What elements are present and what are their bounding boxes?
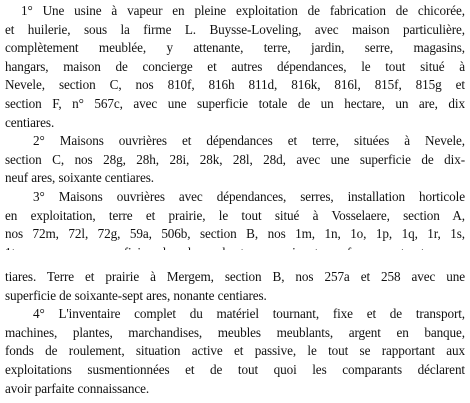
document-top-block (5, 2, 465, 262)
text-line: en exploitation, terre et prairie, le tout situé à Vosselaere, section A, (5, 207, 465, 223)
text-line: centiares. (5, 114, 55, 130)
text-line: et huilerie, sous la firme L. Buysse-Loveling, avec maison particulière, (5, 21, 465, 37)
column-break (0, 250, 470, 266)
text-line: 2° Maisons ouvrières et dépendances et terre, situées à Nevele, (33, 133, 465, 149)
text-line: superficie de soixante-sept ares, nonante centiares. (5, 287, 267, 303)
text-line: machines, plantes, marchandises, meubles meublants, argent en banque, (5, 324, 465, 340)
text-line: exploitations susmentionnées et de tout quoi les comparants déclarent (5, 361, 465, 377)
document-bottom-block (5, 268, 465, 398)
text-line: complètement meublée, y attenante, terre, jardin, serre, magasins, (5, 40, 465, 56)
text-line: neuf ares, soixante centiares. (5, 170, 154, 186)
text-line: avoir parfaite connaissance. (5, 380, 150, 396)
text-line: fonds de roulement, situation active et passive, le tout se rapportant aux (5, 343, 465, 359)
text-line: section F, n° 567c, avec une superficie totale de un hectare, un are, dix (5, 95, 465, 111)
text-line: section C, nos 28g, 28h, 28i, 28k, 28l, 28d, avec une superficie de dix- (5, 151, 465, 167)
text-line: 1° Une usine à vapeur en pleine exploitation de fabrication de chicorée, (21, 3, 465, 18)
text-line: hangars, maison de concierge et autres dépendances, le tout situé à (5, 58, 465, 74)
text-line: Nevele, section C, nos 810f, 816h 811d, 816k, 816l, 815f, 815g et (5, 77, 465, 93)
text-line: 3° Maisons ouvrières avec dépendances, serres, installation horticole (33, 188, 465, 204)
text-line: nos 72m, 72l, 72g, 59a, 506b, section B, nos 1m, 1n, 1o, 1p, 1q, 1r, 1s, (5, 226, 465, 242)
text-line: tiares. Terre et prairie à Mergem, section B, nos 257a et 258 avec une (5, 269, 465, 284)
text-line: 4° L'inventaire complet du matériel tournant, fixe et de transport, (33, 306, 465, 322)
